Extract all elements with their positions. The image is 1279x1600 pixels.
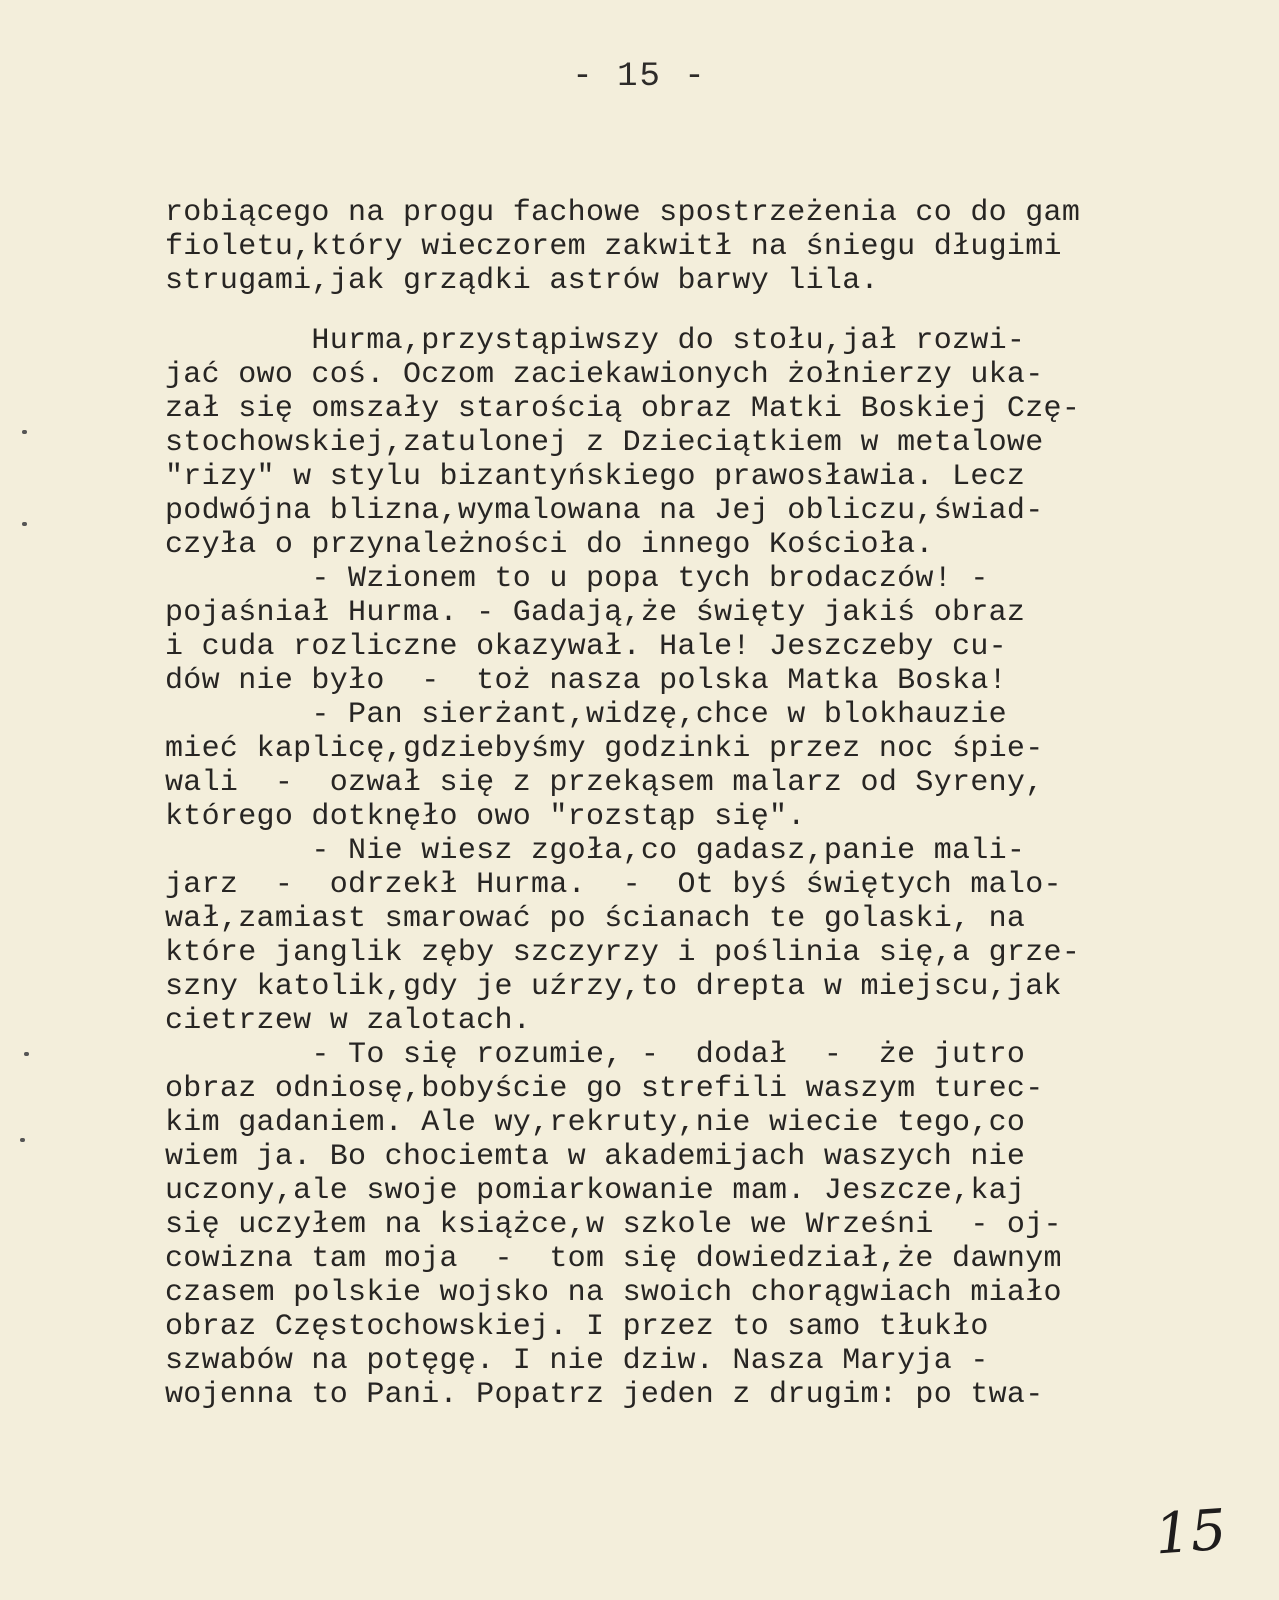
text-line: dów nie było - toż nasza polska Matka Boska! — [165, 664, 1007, 698]
text-line: strugami,jak grządki astrów barwy lila. — [165, 264, 879, 298]
text-line: i cuda rozliczne okazywał. Hale! Jeszczeby cu- — [165, 630, 1007, 664]
text-line: wojenna to Pani. Popatrz jeden z drugim: po twa- — [165, 1378, 1044, 1412]
text-line: wali - ozwał się z przekąsem malarz od Syreny, — [165, 766, 1044, 800]
text-line: szny katolik,gdy je uźrzy,to drepta w miejscu,jak — [165, 970, 1062, 1004]
text-line: uczony,ale swoje pomiarkowanie mam. Jeszcze,kaj — [165, 1174, 1026, 1208]
text-line: wiem ja. Bo chociemta w akademijach waszych nie — [165, 1140, 1026, 1174]
text-line: mieć kaplicę,gdziebyśmy godzinki przez noc śpie- — [165, 732, 1044, 766]
text-line: stochowskiej,zatulonej z Dzieciątkiem w metalowe — [165, 426, 1044, 460]
text-line: - To się rozumie, - dodał - że jutro — [165, 1038, 1026, 1072]
body-text — [165, 196, 1165, 1412]
handwritten-page-number: 15 — [1152, 1497, 1229, 1568]
text-line: obraz odniosę,bobyście go strefili waszym tureс- — [165, 1072, 1044, 1106]
text-line: które janglik zęby szczyrzy i poślinia się,a grze- — [165, 936, 1081, 970]
margin-mark — [20, 1138, 25, 1142]
paragraph-gap — [165, 298, 1165, 324]
text-line: cietrzew w zalotach. — [165, 1004, 532, 1038]
text-line: Hurma,przystąpiwszy do stołu,jał rozwi- — [165, 324, 1026, 358]
text-line: "rizy" w stylu bizantyńskiego prawosławia. Lecz — [165, 460, 1026, 494]
text-line: czyła o przynależności do innego Kościoła. — [165, 528, 934, 562]
text-line: wał,zamiast smarować po ścianach te golaski, na — [165, 902, 1026, 936]
text-line: podwójna blizna,wymalowana na Jej obliczu,świad- — [165, 494, 1044, 528]
text-line: jać owo coś. Oczom zaciekawionych żołnierzy uka- — [165, 358, 1044, 392]
text-line: szwabów na potęgę. I nie dziw. Nasza Maryja - — [165, 1344, 989, 1378]
text-line: czasem polskie wojsko na swoich chorągwiach miało — [165, 1276, 1062, 1310]
text-line: pojaśniał Hurma. - Gadają,że święty jakiś obraz — [165, 596, 1026, 630]
margin-mark — [24, 1052, 29, 1056]
page-number: - 15 - — [572, 58, 707, 96]
text-line: - Nie wiesz zgoła,co gadasz,panie mali- — [165, 834, 1026, 868]
text-line: jarz - odrzekł Hurma. - Ot byś świętych malo- — [165, 868, 1062, 902]
text-line: fioletu,który wieczorem zakwitł na śniegu długimi — [165, 230, 1062, 264]
text-line: się uczyłem na książce,w szkole we Wrześni - oj- — [165, 1208, 1062, 1242]
text-line: którego dotknęło owo "rozstąp się". — [165, 800, 806, 834]
text-line: cowizna tam moja - tom się dowiedział,że dawnym — [165, 1242, 1062, 1276]
margin-mark — [22, 430, 27, 434]
text-line: - Wzionem to u popa tych brodaczów! - — [165, 562, 989, 596]
text-line: kim gadaniem. Ale wy,rekruty,nie wiecie tego,co — [165, 1106, 1026, 1140]
text-line: zał się omszały starością obraz Matki Boskiej Czę- — [165, 392, 1081, 426]
text-line: robiącego na progu fachowe spostrzeżenia co do gam — [165, 196, 1081, 230]
text-line: - Pan sierżant,widzę,chce w blokhauzie — [165, 698, 1007, 732]
text-line: obraz Częstochowskiej. I przez to samo tłukło — [165, 1310, 989, 1344]
margin-mark — [22, 522, 27, 526]
